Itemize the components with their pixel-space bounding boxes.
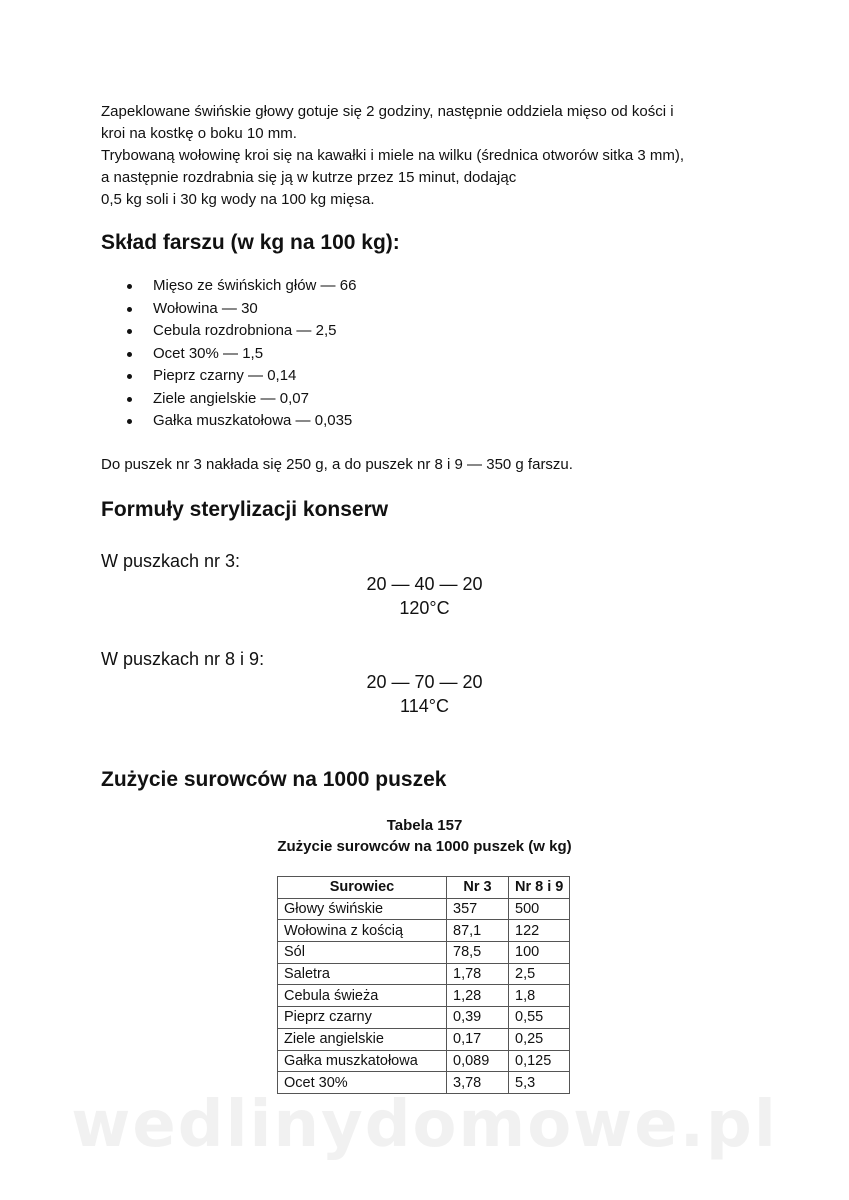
table-cell: 87,1 [447,920,509,942]
table-cell: Saletra [278,963,447,985]
table-row [278,1007,570,1029]
table-cell: Cebula świeża [278,985,447,1007]
formula-times: 20 — 70 — 20 [366,672,483,692]
intro-line: 0,5 kg soli i 30 kg wody na 100 kg mięsa. [101,191,375,208]
table-header-row [278,877,570,899]
section-heading-zuzycie: Zużycie surowców na 1000 puszek [101,768,447,791]
table-cell: Gałka muszkatołowa [278,1050,447,1072]
table-cell: Ocet 30% [278,1072,447,1094]
intro-line: Zapeklowane świńskie głowy gotuje się 2 godziny, następnie oddziela mięso od kości i [101,103,674,120]
intro-line: a następnie rozdrabnia się ją w kutrze przez 15 minut, dodając [101,169,517,186]
section-heading-formuly: Formuły sterylizacji konserw [101,498,389,521]
list-item: Pieprz czarny — 0,14 [101,365,356,388]
table-cell: Ziele angielskie [278,1028,447,1050]
case-label-nr8-9: W puszkach nr 8 i 9: [101,649,265,669]
table-row [278,1050,570,1072]
table-row [278,963,570,985]
table-row [278,985,570,1007]
table-cell: Głowy świńskie [278,898,447,920]
raw-materials-table [277,876,570,1094]
table-cell: 357 [447,898,509,920]
sterilization-formula-nr3 [0,572,849,620]
watermark-logo: wedlinydomowe.pl [71,1088,778,1162]
table-cell: 0,39 [447,1007,509,1029]
table-cell: 0,55 [509,1007,570,1029]
table-cell: 2,5 [509,963,570,985]
column-header: Nr 3 [447,877,509,899]
table-row [278,920,570,942]
ingredients-list [101,275,356,433]
list-item: Cebula rozdrobniona — 2,5 [101,320,356,343]
formula-times: 20 — 40 — 20 [366,574,483,594]
table-cell: 1,8 [509,985,570,1007]
table-cell: 5,3 [509,1072,570,1094]
formula-temperature: 120°C [399,598,450,618]
list-item: Ocet 30% — 1,5 [101,343,356,366]
filling-note: Do puszek nr 3 nakłada się 250 g, a do puszek nr 8 i 9 — 350 g farszu. [101,456,573,473]
list-item: Ziele angielskie — 0,07 [101,388,356,411]
table-row [278,898,570,920]
table-cell: Wołowina z kością [278,920,447,942]
table-cell: 3,78 [447,1072,509,1094]
table-cell: 0,125 [509,1050,570,1072]
column-header: Nr 8 i 9 [509,877,570,899]
table-title: Zużycie surowców na 1000 puszek (w kg) [277,838,572,855]
list-item: Mięso ze świńskich głów — 66 [101,275,356,298]
list-item: Gałka muszkatołowa — 0,035 [101,410,356,433]
formula-temperature: 114°C [400,696,449,716]
table-cell: 100 [509,942,570,964]
column-header: Surowiec [278,877,447,899]
table-cell: Sól [278,942,447,964]
sterilization-formula-nr8-9 [0,670,849,718]
table-cell: 0,25 [509,1028,570,1050]
table-cell: 122 [509,920,570,942]
table-cell: 500 [509,898,570,920]
case-label-nr3: W puszkach nr 3: [101,551,241,571]
intro-paragraph [101,101,781,211]
table-row [278,1028,570,1050]
intro-line: Trybowaną wołowinę kroi się na kawałki i miele na wilku (średnica otworów sitka 3 mm), [101,147,684,164]
list-item: Wołowina — 30 [101,298,356,321]
section-heading-sklad: Skład farszu (w kg na 100 kg): [101,231,400,254]
table-cell: 78,5 [447,942,509,964]
table-cell: 1,78 [447,963,509,985]
table-row [278,942,570,964]
table-cell: 0,089 [447,1050,509,1072]
table-cell: 1,28 [447,985,509,1007]
table-caption [0,815,849,857]
intro-line: kroi na kostkę o boku 10 mm. [101,125,297,142]
table-cell: Pieprz czarny [278,1007,447,1029]
table-cell: 0,17 [447,1028,509,1050]
table-number: Tabela 157 [386,817,463,834]
